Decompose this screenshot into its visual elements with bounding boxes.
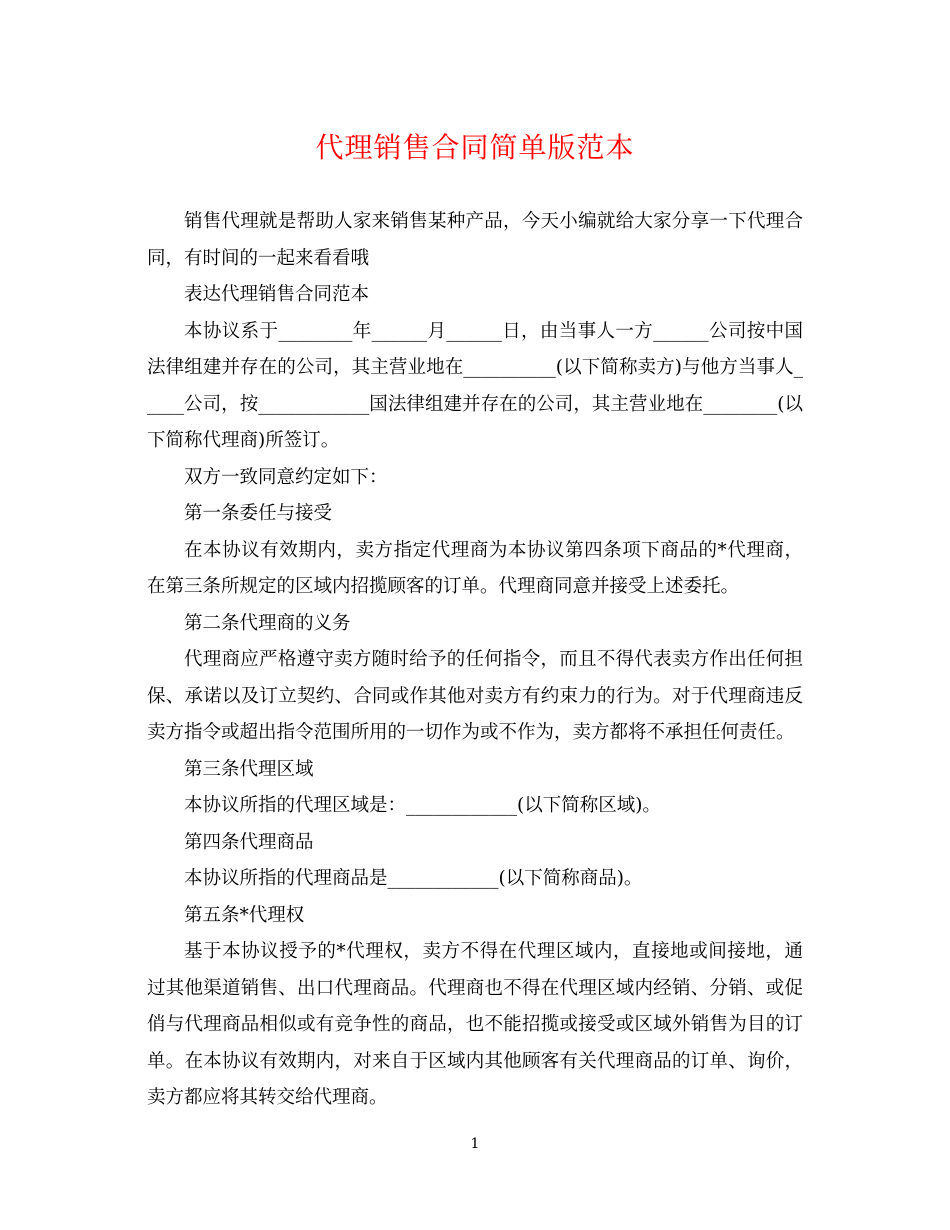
document-title: 代理销售合同简单版范本: [315, 131, 635, 164]
article-5-heading: 第五条*代理权: [184, 904, 305, 926]
article-2-heading: 第二条代理商的义务: [184, 612, 351, 634]
article-3-heading: 第三条代理区域: [184, 758, 314, 780]
article-1-heading: 第一条委任与接受: [184, 503, 333, 524]
document-body: [147, 204, 803, 1117]
paragraph-parties: 本协议系于________年______月______日，由当事人一方______公司按中国法律组建并存在的公司，其主营业地在__________(以下简称卖方)与他方当事人_____公司，按____________国法律组建并存在的公司，其主营业地在________(以下简称代理商)所签订。: [147, 320, 803, 451]
article-3-body: 本协议所指的代理区域是：____________(以下简称区域)。: [184, 795, 661, 816]
article-1-body: 在本协议有效期内，卖方指定代理商为本协议第四条项下商品的*代理商，在第三条所规定的区域内招揽顾客的订单。代理商同意并接受上述委托。: [147, 539, 803, 597]
article-4-body: 本协议所指的代理商品是____________(以下简称商品)。: [184, 868, 643, 889]
article-4-heading: 第四条代理商品: [184, 831, 314, 853]
paragraph-agreement: 双方一致同意约定如下：: [184, 466, 388, 488]
article-5-body: 基于本协议授予的*代理权，卖方不得在代理区域内，直接地或间接地，通过其他渠道销售、出口代理商品。代理商也不得在代理区域内经销、分销、或促俏与代理商品相似或有竞争性的商品，也不能招揽或接受或区域外销售为目的订单。在本协议有效期内，对来自于区域内其他顾客有关代理商品的订单、询价，卖方都应将其转交给代理商。: [147, 941, 803, 1108]
article-2-body: 代理商应严格遵守卖方随时给予的任何指令，而且不得代表卖方作出任何担保、承诺以及订立契约、合同或作其他对卖方有约束力的行为。对于代理商违反卖方指令或超出指令范围所用的一切作为或不作为，卖方都将不承担任何责任。: [147, 649, 803, 743]
paragraph-intro: 销售代理就是帮助人家来销售某种产品，今天小编就给大家分享一下代理合同，有时间的一起来看看哦: [147, 211, 803, 269]
paragraph-heading-sample: 表达代理销售合同范本: [184, 284, 370, 305]
page-number: 1: [470, 1136, 480, 1152]
